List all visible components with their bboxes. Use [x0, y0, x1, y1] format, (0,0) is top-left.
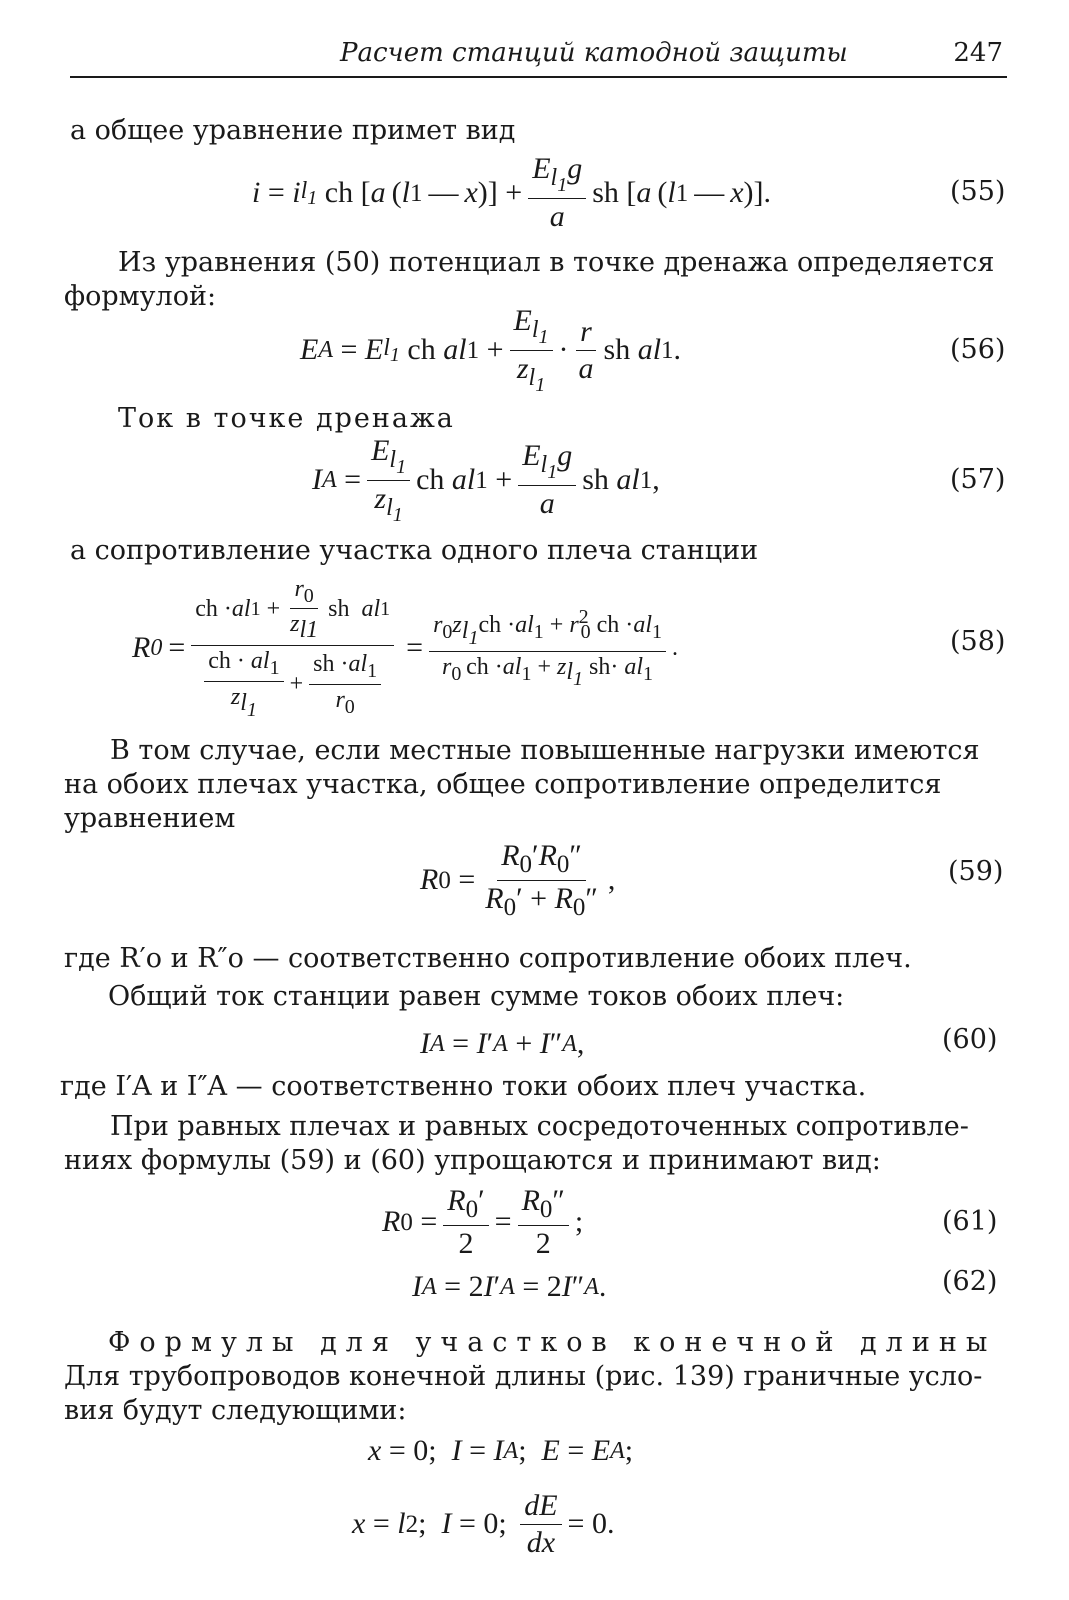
- boundary-condition-2: x = l 2 ; I = 0; $\frac{dE}{dx}$ = 0.: [352, 1488, 615, 1559]
- equation-number-61: (61): [942, 1206, 998, 1237]
- equation-59: R 0 = $\frac{R_0'R_0''}{R_0' + R_0''}$ ,: [420, 838, 616, 921]
- paragraph-current-at-drain: Ток в точке дренажа: [118, 403, 455, 434]
- paragraph-boundary-conditions-line2: вия будут следующими:: [64, 1395, 407, 1426]
- paragraph-boundary-conditions-line1: Для трубопроводов конечной длины (рис. 139) граничные усло-: [64, 1361, 983, 1392]
- paragraph-equal-arms-line2: ниях формулы (59) и (60) упрощаются и принимают вид:: [64, 1145, 881, 1176]
- equation-58: R 0 = ch · al 1 + $\frac{r_0}{z_{l1}}$ sh al 1 $\frac{ch \cdot al_1}{z_{l_1}}$ + $\frac{sh \cdot al_1}{r_0}$ = $\frac{r_0z_{l_1}ch \cdot al_1 + r^2_0 ch \cdot al_1}{r_0 ch \cdot al_1 + z_{l_1} sh\cdot al_1}$ .: [132, 575, 678, 721]
- page-number: 247: [953, 38, 1003, 68]
- equation-55: i = i $l_1$ ch [ a ( l 1 — x )] + $\frac{E_{l_1}g}{a}$ sh [ a ( l 1 — x )].: [252, 152, 772, 233]
- paragraph-both-arms-line2: на обоих плечах участка, общее сопротивление определится: [64, 769, 942, 800]
- paragraph-both-arms-line1: В том случае, если местные повышенные нагрузки имеются: [110, 735, 980, 766]
- equation-number-62: (62): [942, 1266, 998, 1297]
- paragraph-general-equation-intro: а общее уравнение примет вид: [70, 115, 516, 146]
- equation-number-57: (57): [950, 464, 1006, 495]
- equation-number-60: (60): [942, 1024, 998, 1055]
- paragraph-potential-line2: формулой:: [64, 281, 217, 312]
- equation-62: I A = 2 I ′ A = 2 I ″ A .: [412, 1270, 607, 1303]
- paragraph-equal-arms-line1: При равных плечах и равных сосредоточенных сопротивле-: [110, 1111, 969, 1142]
- boundary-condition-1: x = 0; I = I A ; E = E A ;: [368, 1434, 634, 1467]
- equation-60: I A = I ′ A + I ″ A ,: [420, 1027, 585, 1060]
- equation-number-56: (56): [950, 334, 1006, 365]
- paragraph-resistance-one-arm: а сопротивление участка одного плеча станции: [70, 535, 759, 566]
- section-heading-finite-length: Формулы для участков конечной длины: [108, 1327, 997, 1358]
- paragraph-both-arms-line3: уравнением: [64, 803, 236, 834]
- equation-number-58: (58): [950, 626, 1006, 657]
- paragraph-where-currents: где I′A и I″A — соответственно токи обоих плеч участка.: [60, 1071, 867, 1102]
- equation-57: I A = $\frac{E_{l_1}}{z_{l_1}}$ ch al 1 + $\frac{E_{l_1}g}{a}$ sh al 1 ,: [312, 433, 660, 526]
- equation-56: E A = E $l_1$ ch al 1 + $\frac{E_{l_1}}{z_{l_1}}$ · $\frac{r}{a}$ sh al 1 .: [300, 303, 682, 396]
- paragraph-potential-line1: Из уравнения (50) потенциал в точке дренажа определяется: [118, 247, 995, 278]
- running-header: [70, 36, 1007, 78]
- equation-number-59: (59): [948, 856, 1004, 887]
- equation-number-55: (55): [950, 176, 1006, 207]
- equation-61: R 0 = $\frac{R_0'}{2}$ = $\frac{R_0''}{2}$ ;: [382, 1183, 584, 1260]
- paragraph-where-resistances: где R′о и R″о — соответственно сопротивление обоих плеч.: [64, 943, 912, 974]
- paragraph-total-current: Общий ток станции равен сумме токов обоих плеч:: [108, 981, 845, 1012]
- running-title: Расчет станций катодной защиты: [340, 38, 848, 68]
